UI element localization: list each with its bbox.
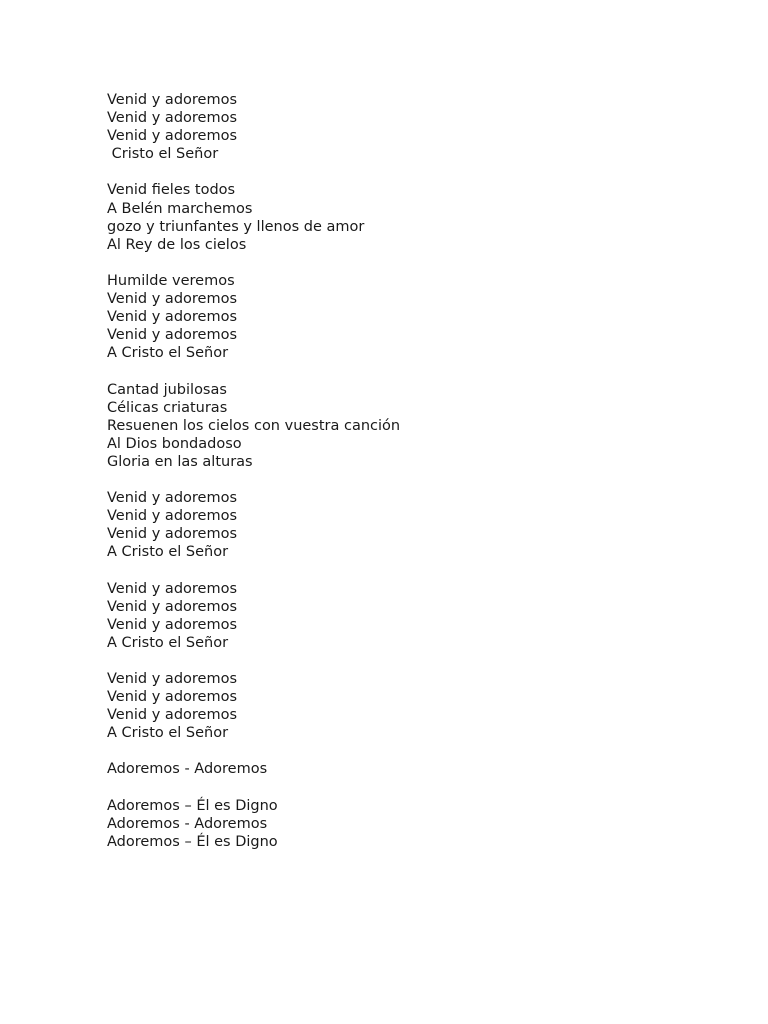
lyric-line: Al Rey de los cielos: [107, 236, 247, 253]
lyric-line: Resuenen los cielos con vuestra canción: [107, 417, 401, 434]
lyric-line: Venid y adoremos: [107, 616, 238, 633]
lyric-line: Célicas criaturas: [107, 399, 228, 416]
lyric-line: Venid fieles todos: [107, 182, 236, 199]
lyric-line: Humilde veremos: [107, 272, 235, 289]
stanza-5: [107, 489, 747, 561]
lyric-line: Adoremos – Él es Digno: [107, 833, 278, 850]
lyric-line: Gloria en las alturas: [107, 453, 253, 470]
stanza-6: [107, 580, 747, 652]
lyric-line: Venid y adoremos: [107, 598, 238, 615]
lyric-line: A Belén marchemos: [107, 200, 253, 217]
lyric-line: A Cristo el Señor: [107, 544, 229, 561]
stanza-2: [107, 181, 747, 253]
lyric-line: Cristo el Señor: [107, 146, 219, 163]
lyric-line: Venid y adoremos: [107, 689, 238, 706]
lyric-line: Cantad jubilosas: [107, 381, 227, 398]
lyric-line: A Cristo el Señor: [107, 634, 229, 651]
lyric-line: Venid y adoremos: [107, 327, 238, 344]
lyric-line: A Cristo el Señor: [107, 345, 229, 362]
lyric-line: Venid y adoremos: [107, 526, 238, 543]
lyric-line: Venid y adoremos: [107, 110, 238, 127]
lyric-line: Venid y adoremos: [107, 580, 238, 597]
lyric-line: Venid y adoremos: [107, 128, 238, 145]
stanza-1: [107, 91, 747, 163]
lyric-line: Adoremos - Adoremos: [107, 761, 268, 778]
lyric-line: gozo y triunfantes y llenos de amor: [107, 218, 365, 235]
stanza-9: [107, 797, 747, 851]
lyric-line: Adoremos – Él es Digno: [107, 797, 278, 814]
stanza-7: [107, 670, 747, 742]
lyric-line: Venid y adoremos: [107, 508, 238, 525]
lyric-line: Venid y adoremos: [107, 490, 238, 507]
lyric-line: Venid y adoremos: [107, 707, 238, 724]
lyric-line: A Cristo el Señor: [107, 725, 229, 742]
stanza-4: [107, 381, 747, 471]
stanza-3: [107, 272, 747, 362]
lyric-line: Adoremos - Adoremos: [107, 815, 268, 832]
lyric-line: Venid y adoremos: [107, 671, 238, 687]
lyric-line: Venid y adoremos: [107, 92, 238, 108]
lyrics-document: [107, 91, 747, 869]
lyric-line: Al Dios bondadoso: [107, 435, 242, 452]
lyric-line: Venid y adoremos: [107, 291, 238, 308]
stanza-8: [107, 760, 747, 778]
lyric-line: Venid y adoremos: [107, 309, 238, 326]
